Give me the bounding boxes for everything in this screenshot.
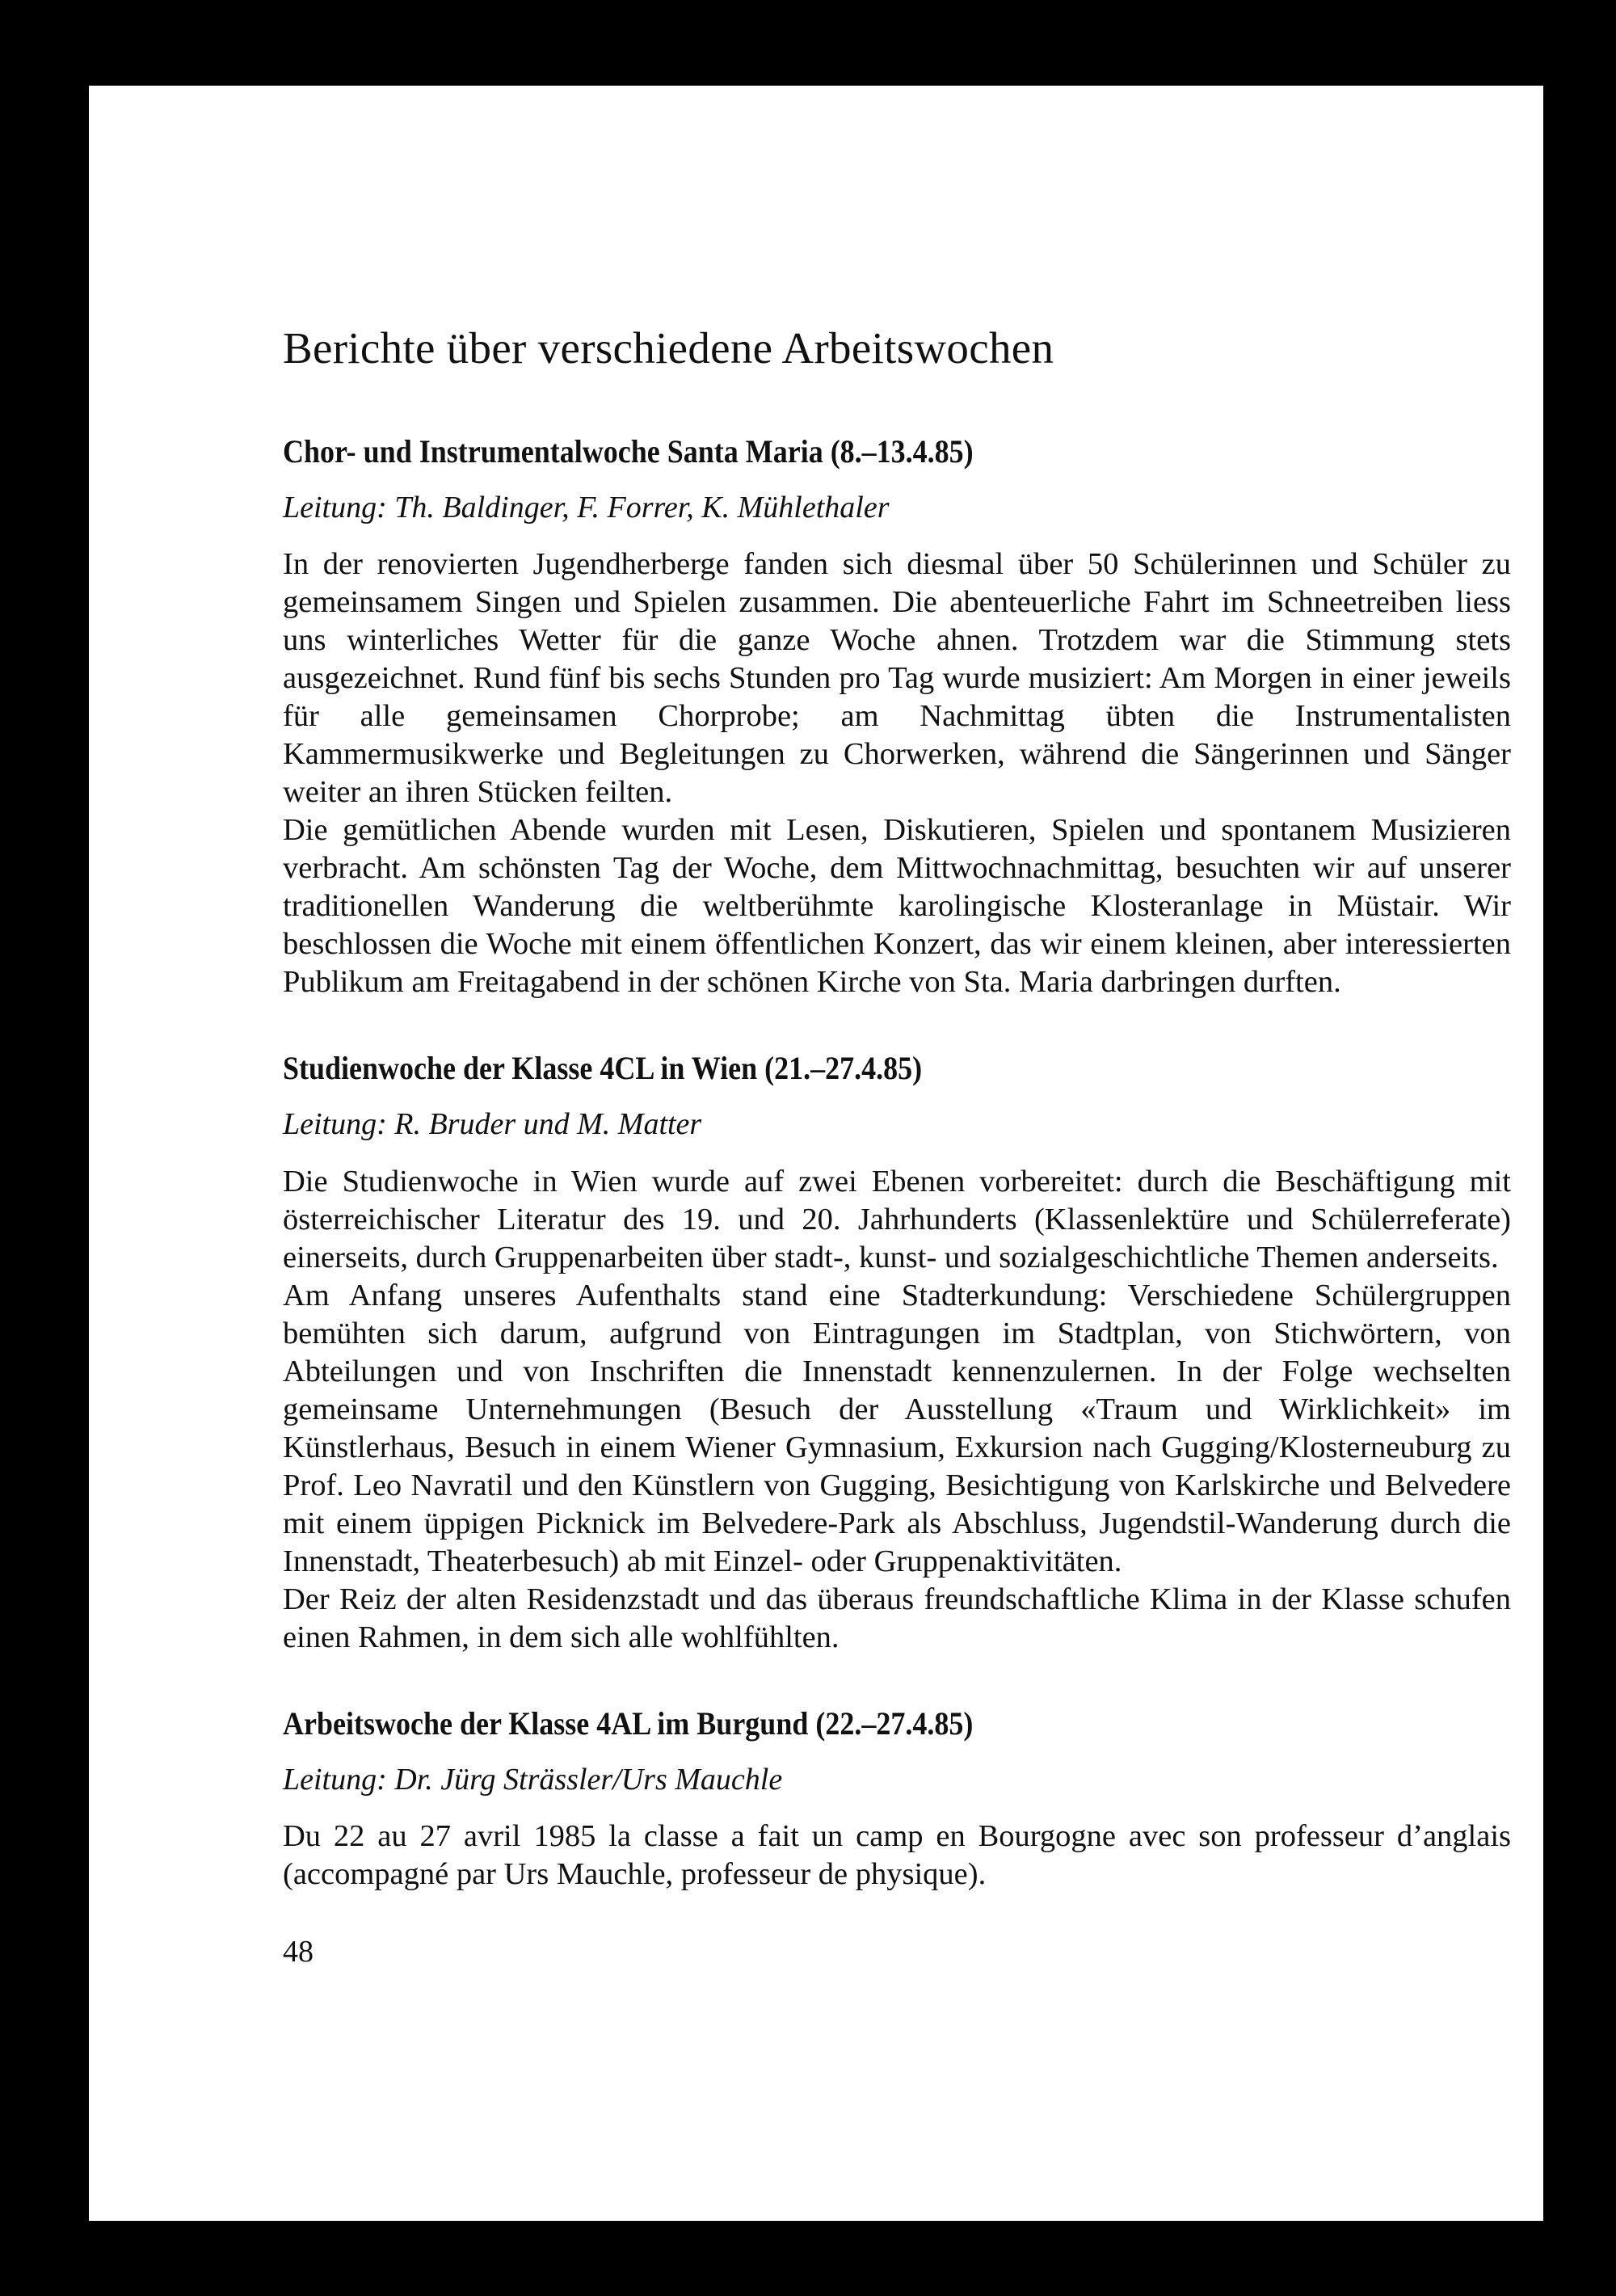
- paragraph: Du 22 au 27 avril 1985 la classe a fait un camp en Bourgogne avec son professeur d’anglais (accompagné par Urs Mauchle, professeur de physique).: [283, 1819, 1511, 1892]
- paragraph: Der Reiz der alten Residenzstadt und das überaus freundschaftliche Klima in der Klasse schufen einen Rahmen, in dem sich alle wohlfühlten.: [283, 1582, 1511, 1654]
- paragraph: Am Anfang unseres Aufenthalts stand eine Stadterkundung: Verschiedene Schülergruppen bemühten sich darum, aufgrund von Eintragungen im Stadtplan, von Stichwörtern, von Abteilungen und von Inschriften die Innenstadt kennenzulernen. In der Folge wechselten gemeinsame Unternehmungen (Besuch der Ausstellung «Traum und Wirklichkeit» im Künstlerhaus, Besuch in einem Wiener Gymnasium, Exkursion nach Gugging/Klosterneuburg zu Prof. Leo Navratil und den Künstlern von Gugging, Besichtigung von Karlskirche und Belvedere mit einem üppigen Picknick im Belvedere-Park als Abschluss, Jugendstil-Wanderung durch die Innenstadt, Theaterbesuch) ab mit Einzel- oder Gruppenaktivitäten.: [283, 1278, 1511, 1578]
- page-title: Berichte über verschiedene Arbeitswochen: [283, 323, 1054, 373]
- section-heading: Chor- und Instrumentalwoche Santa Maria (8.–13.4.85): [283, 433, 974, 470]
- section-leitung: Leitung: Dr. Jürg Strässler/Urs Mauchle: [283, 1762, 783, 1797]
- paragraph: Die Studienwoche in Wien wurde auf zwei Ebenen vorbereitet: durch die Beschäftigung mit österreichischer Literatur des 19. und 20. Jahrhunderts (Klassenlektüre und Schülerreferate) einerseits, durch Gruppenarbeiten über stadt-, kunst- und sozialgeschichtliche Themen anderseits.: [283, 1164, 1511, 1274]
- section-heading: Arbeitswoche der Klasse 4AL im Burgund (22.–27.4.85): [283, 1704, 974, 1742]
- section-burgund: [283, 1704, 1511, 1894]
- section-heading: Studienwoche der Klasse 4CL in Wien (21.–27.4.85): [283, 1050, 923, 1087]
- page-content: [283, 239, 1511, 1970]
- page: [89, 86, 1543, 2221]
- page-number: 48: [283, 1935, 314, 1970]
- section-leitung: Leitung: Th. Baldinger, F. Forrer, K. Mühlethaler: [283, 491, 890, 524]
- paragraph: In der renovierten Jugendherberge fanden sich diesmal über 50 Schülerinnen und Schüler zu gemeinsamem Singen und Spielen zusammen. Die abenteuerliche Fahrt im Schneetreiben liess uns winterliches Wetter für die ganze Woche ahnen. Trotzdem war die Stimmung stets ausgezeichnet. Rund fünf bis sechs Stunden pro Tag wurde musiziert: Am Morgen in einer jeweils für alle gemeinsamen Chorprobe; am Nachmittag übten die Instrumentalisten Kammermusikwerke und Begleitungen zu Chorwerken, während die Sängerinnen und Sänger weiter an ihren Stücken feilten.: [283, 547, 1511, 810]
- section-santa-maria: [283, 432, 1511, 1001]
- section-wien: [283, 1048, 1511, 1656]
- section-leitung: Leitung: R. Bruder und M. Matter: [283, 1107, 702, 1142]
- paragraph: Die gemütlichen Abende wurden mit Lesen, Diskutieren, Spielen und spontanem Musizieren verbracht. Am schönsten Tag der Woche, dem Mittwochnachmittag, besuchten wir auf unserer traditionellen Wanderung die weltberühmte karolingische Klosteranlage in Müstair. Wir beschlossen die Woche mit einem öffentlichen Konzert, das wir einem kleinen, aber interessierten Publikum am Freitagabend in der schönen Kirche von Sta. Maria darbringen durften.: [283, 813, 1511, 1000]
